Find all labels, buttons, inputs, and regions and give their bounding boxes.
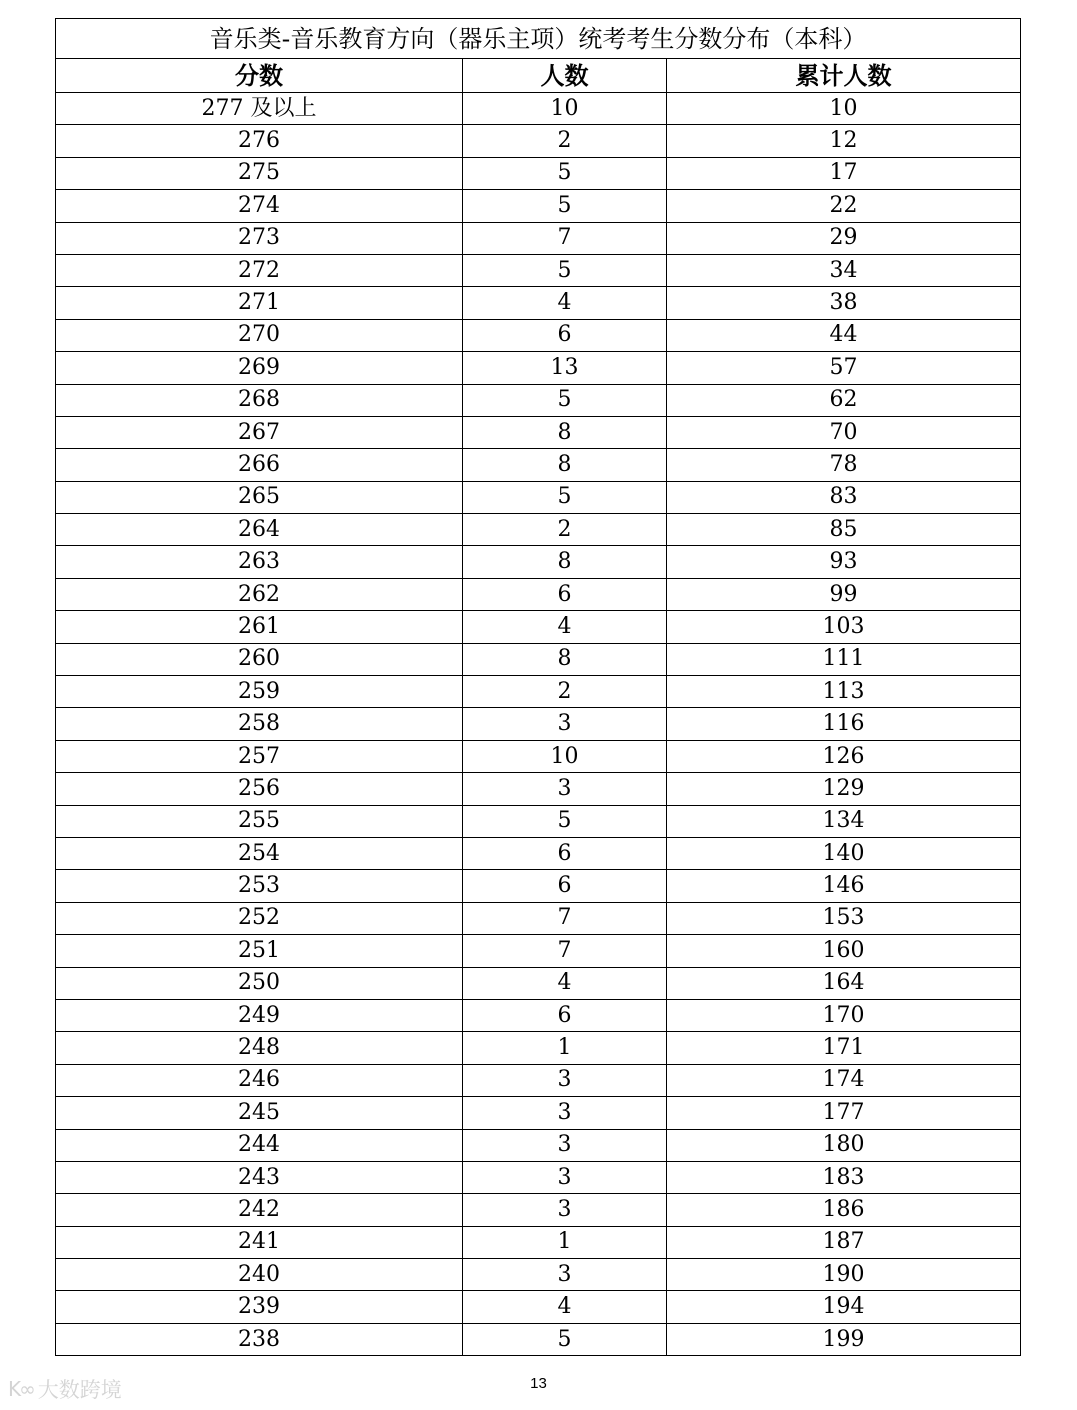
cell-score: 248 — [56, 1032, 463, 1064]
cell-count: 8 — [463, 416, 667, 448]
cell-score: 264 — [56, 514, 463, 546]
table-body — [56, 93, 1021, 1356]
score-distribution-table — [55, 18, 1021, 1356]
cell-score: 265 — [56, 481, 463, 513]
cell-cumulative: 160 — [667, 935, 1021, 967]
table-row — [56, 578, 1021, 610]
cell-score: 255 — [56, 805, 463, 837]
cell-count: 1 — [463, 1226, 667, 1258]
cell-score: 261 — [56, 611, 463, 643]
cell-count: 6 — [463, 837, 667, 869]
header-count: 人数 — [463, 59, 667, 93]
cell-score: 250 — [56, 967, 463, 999]
header-score: 分数 — [56, 59, 463, 93]
table-title-row — [56, 19, 1021, 59]
cell-cumulative: 10 — [667, 93, 1021, 125]
table-row — [56, 1194, 1021, 1226]
cell-count: 2 — [463, 514, 667, 546]
cell-count: 2 — [463, 125, 667, 157]
table-row — [56, 999, 1021, 1031]
cell-score: 242 — [56, 1194, 463, 1226]
table-row — [56, 902, 1021, 934]
cell-cumulative: 177 — [667, 1097, 1021, 1129]
cell-count: 5 — [463, 157, 667, 189]
cell-score: 277 及以上 — [56, 93, 463, 125]
cell-cumulative: 146 — [667, 870, 1021, 902]
cell-cumulative: 186 — [667, 1194, 1021, 1226]
cell-score: 267 — [56, 416, 463, 448]
cell-cumulative: 83 — [667, 481, 1021, 513]
cell-cumulative: 29 — [667, 222, 1021, 254]
cell-count: 8 — [463, 643, 667, 675]
cell-score: 244 — [56, 1129, 463, 1161]
table-row — [56, 546, 1021, 578]
table-row — [56, 1032, 1021, 1064]
cell-cumulative: 111 — [667, 643, 1021, 675]
cell-count: 5 — [463, 805, 667, 837]
cell-score: 273 — [56, 222, 463, 254]
cell-score: 258 — [56, 708, 463, 740]
watermark-text: 大数跨境 — [37, 1378, 122, 1402]
table-row — [56, 611, 1021, 643]
cell-score: 263 — [56, 546, 463, 578]
cell-cumulative: 194 — [667, 1291, 1021, 1323]
cell-score: 260 — [56, 643, 463, 675]
cell-score: 243 — [56, 1161, 463, 1193]
cell-cumulative: 180 — [667, 1129, 1021, 1161]
cell-score: 238 — [56, 1323, 463, 1355]
cell-score: 266 — [56, 449, 463, 481]
cell-cumulative: 171 — [667, 1032, 1021, 1064]
cell-count: 4 — [463, 967, 667, 999]
cell-count: 5 — [463, 190, 667, 222]
cell-score: 251 — [56, 935, 463, 967]
table-row — [56, 449, 1021, 481]
cell-cumulative: 103 — [667, 611, 1021, 643]
table-row — [56, 1129, 1021, 1161]
table-row — [56, 514, 1021, 546]
cell-count: 5 — [463, 384, 667, 416]
cell-count: 3 — [463, 1161, 667, 1193]
cell-cumulative: 22 — [667, 190, 1021, 222]
table-row — [56, 157, 1021, 189]
cell-cumulative: 174 — [667, 1064, 1021, 1096]
cell-score: 254 — [56, 837, 463, 869]
table-row — [56, 870, 1021, 902]
table-row — [56, 740, 1021, 772]
cell-cumulative: 113 — [667, 676, 1021, 708]
cell-cumulative: 12 — [667, 125, 1021, 157]
cell-count: 10 — [463, 740, 667, 772]
watermark — [8, 1374, 122, 1404]
cell-count: 2 — [463, 676, 667, 708]
table-row — [56, 222, 1021, 254]
table-row — [56, 93, 1021, 125]
cell-score: 256 — [56, 773, 463, 805]
cell-score: 241 — [56, 1226, 463, 1258]
table-row — [56, 1064, 1021, 1096]
table-row — [56, 805, 1021, 837]
table-row — [56, 676, 1021, 708]
cell-count: 8 — [463, 449, 667, 481]
cell-count: 3 — [463, 1097, 667, 1129]
cell-count: 3 — [463, 1194, 667, 1226]
cell-score: 275 — [56, 157, 463, 189]
cell-count: 6 — [463, 999, 667, 1031]
cell-cumulative: 153 — [667, 902, 1021, 934]
table-row — [56, 773, 1021, 805]
cell-count: 7 — [463, 935, 667, 967]
table-row — [56, 967, 1021, 999]
page-number: 13 — [530, 1375, 547, 1392]
table-row — [56, 416, 1021, 448]
cell-cumulative: 129 — [667, 773, 1021, 805]
cell-score: 268 — [56, 384, 463, 416]
table-row — [56, 935, 1021, 967]
cell-count: 8 — [463, 546, 667, 578]
cell-cumulative: 140 — [667, 837, 1021, 869]
cell-score: 245 — [56, 1097, 463, 1129]
table-row — [56, 1226, 1021, 1258]
cell-cumulative: 38 — [667, 287, 1021, 319]
cell-count: 5 — [463, 1323, 667, 1355]
table-header-row — [56, 59, 1021, 93]
cell-count: 3 — [463, 708, 667, 740]
cell-score: 239 — [56, 1291, 463, 1323]
table-row — [56, 1291, 1021, 1323]
cell-score: 259 — [56, 676, 463, 708]
cell-count: 1 — [463, 1032, 667, 1064]
cell-score: 253 — [56, 870, 463, 902]
cell-count: 7 — [463, 222, 667, 254]
cell-count: 7 — [463, 902, 667, 934]
cell-cumulative: 93 — [667, 546, 1021, 578]
cell-count: 6 — [463, 578, 667, 610]
cell-count: 3 — [463, 1129, 667, 1161]
table-row — [56, 384, 1021, 416]
cell-count: 6 — [463, 319, 667, 351]
cell-score: 271 — [56, 287, 463, 319]
table-row — [56, 1097, 1021, 1129]
cell-score: 262 — [56, 578, 463, 610]
cell-cumulative: 70 — [667, 416, 1021, 448]
cell-cumulative: 62 — [667, 384, 1021, 416]
table-row — [56, 319, 1021, 351]
cell-count: 4 — [463, 611, 667, 643]
cell-count: 4 — [463, 1291, 667, 1323]
cell-count: 5 — [463, 481, 667, 513]
cell-cumulative: 183 — [667, 1161, 1021, 1193]
cell-score: 257 — [56, 740, 463, 772]
cell-score: 252 — [56, 902, 463, 934]
cell-count: 13 — [463, 352, 667, 384]
table-row — [56, 254, 1021, 286]
cell-cumulative: 34 — [667, 254, 1021, 286]
cell-score: 274 — [56, 190, 463, 222]
cell-score: 276 — [56, 125, 463, 157]
k-infinity-logo-icon: K∞ — [8, 1377, 34, 1401]
table-row — [56, 1259, 1021, 1291]
table-row — [56, 1161, 1021, 1193]
cell-cumulative: 187 — [667, 1226, 1021, 1258]
cell-cumulative: 57 — [667, 352, 1021, 384]
cell-cumulative: 164 — [667, 967, 1021, 999]
cell-score: 249 — [56, 999, 463, 1031]
table-title: 音乐类-音乐教育方向（器乐主项）统考考生分数分布（本科） — [56, 19, 1021, 59]
table-row — [56, 352, 1021, 384]
table-row — [56, 837, 1021, 869]
cell-score: 246 — [56, 1064, 463, 1096]
cell-score: 240 — [56, 1259, 463, 1291]
cell-cumulative: 170 — [667, 999, 1021, 1031]
table-row — [56, 125, 1021, 157]
header-cumulative: 累计人数 — [667, 59, 1021, 93]
table-row — [56, 190, 1021, 222]
cell-cumulative: 134 — [667, 805, 1021, 837]
table-row — [56, 481, 1021, 513]
cell-score: 272 — [56, 254, 463, 286]
table-row — [56, 1323, 1021, 1355]
cell-count: 4 — [463, 287, 667, 319]
cell-cumulative: 126 — [667, 740, 1021, 772]
cell-cumulative: 17 — [667, 157, 1021, 189]
cell-count: 3 — [463, 1064, 667, 1096]
cell-score: 270 — [56, 319, 463, 351]
cell-count: 5 — [463, 254, 667, 286]
cell-count: 3 — [463, 773, 667, 805]
cell-score: 269 — [56, 352, 463, 384]
table-row — [56, 643, 1021, 675]
cell-cumulative: 190 — [667, 1259, 1021, 1291]
cell-count: 3 — [463, 1259, 667, 1291]
cell-cumulative: 44 — [667, 319, 1021, 351]
cell-count: 10 — [463, 93, 667, 125]
cell-cumulative: 85 — [667, 514, 1021, 546]
cell-cumulative: 78 — [667, 449, 1021, 481]
cell-count: 6 — [463, 870, 667, 902]
table-row — [56, 708, 1021, 740]
cell-cumulative: 116 — [667, 708, 1021, 740]
cell-cumulative: 99 — [667, 578, 1021, 610]
cell-cumulative: 199 — [667, 1323, 1021, 1355]
table-row — [56, 287, 1021, 319]
